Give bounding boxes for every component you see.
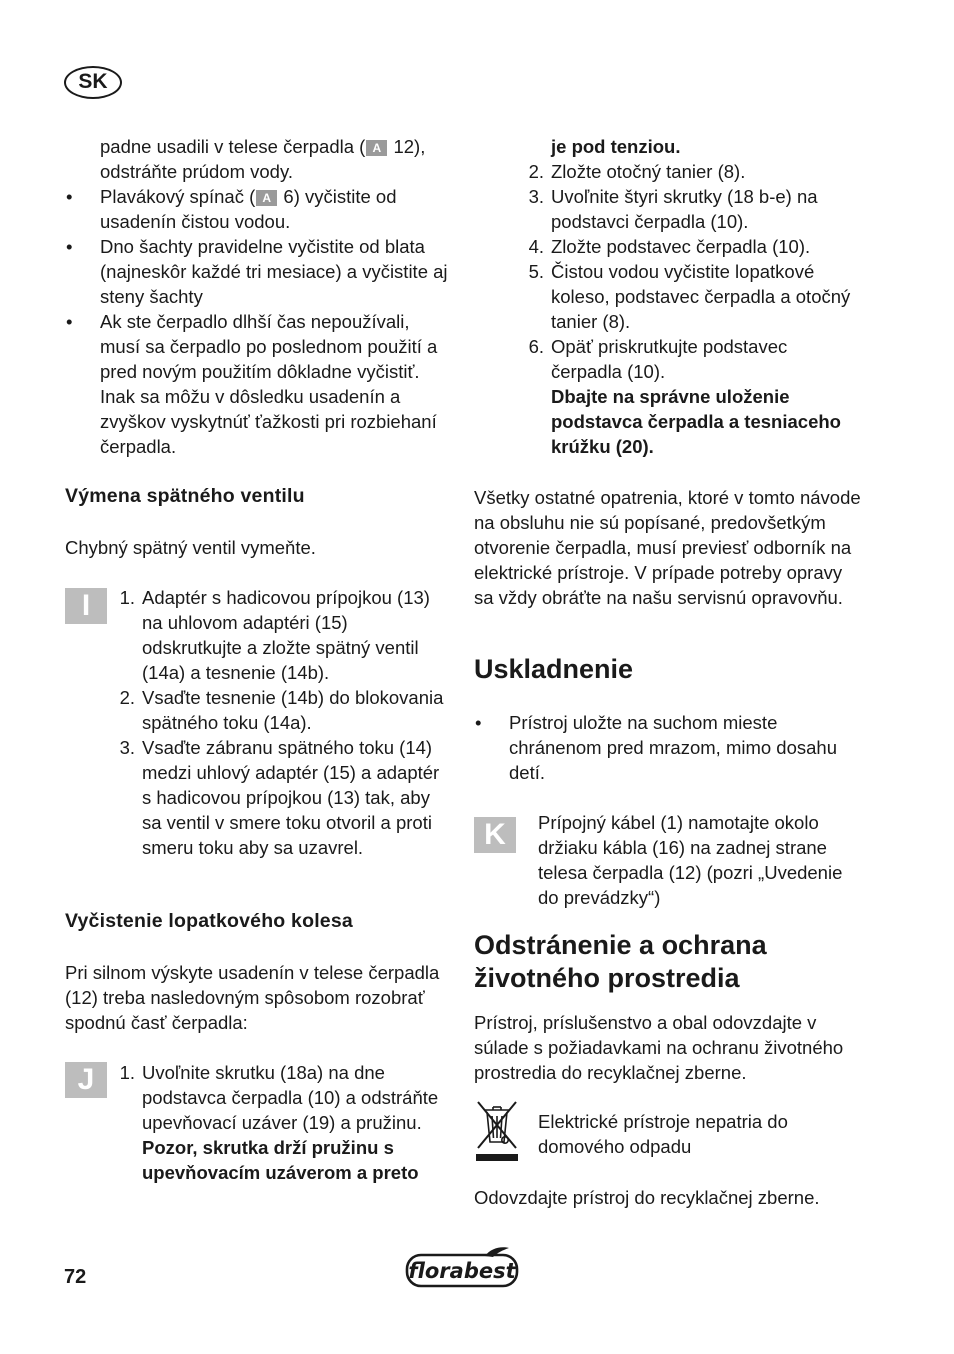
figure-ref-badge: A [366,140,387,156]
svg-text:florabest: florabest [408,1259,516,1283]
step-item: 1. Adaptér s hadicovou prípojkou (13) na uhlovom adaptéri (15) odskrutkujte a zložte spätný ventil (14a) a tesnenie (14b). [119,587,430,683]
step-item: 1. Uvoľnite skrutku (18a) na dne podstavca čerpadla (10) a odstráňte upevňovací uzáver (19) a pružinu. Pozor, skrutka drží pružinu s upevňovacím uzáverom a preto [119,1062,439,1183]
list-item: • Dno šachty pravidelne vyčistite od blata (najneskôr každé tri mesiace) a vyčistite aj steny šachty [65,234,450,309]
section-intro: Pri silnom výskyte usadenín v telese čerpadla (12) treba nasledovným spôsobom rozobrať spodnú časť čerpadla: [65,962,440,1033]
step-list [516,134,861,459]
paragraph: Prístroj, príslušenstvo a obal odovzdajte v súlade s požiadavkami na ochranu životného prostredia do recyklačnej zberne. [474,1012,844,1083]
step-note: Dbajte na správne uloženie podstavca čerpadla a tesniaceho krúžku (20). [551,386,841,457]
section-heading: Vyčistenie lopatkového kolesa [65,910,353,932]
figure-label-box: K [474,817,516,853]
list-item: • Ak ste čerpadlo dlhší čas nepoužívali, musí sa čerpadlo po poslednom použití a pred novým použitím dôkladne vyčistiť. Inak sa môžu v dôsledku usadenín a zvyškov vyskytnúť ťažkosti pri rozbiehaní čerpadla. [65,309,450,459]
paragraph: Všetky ostatné opatrenia, ktoré v tomto návode na obsluhu nie sú popísané, predovšetkým otvorenie čerpadla, musí previesť odborník na elektrické prístroje. V prípade potreby opravy sa vždy obráťte na našu servisnú opravovňu. [474,487,861,608]
step-list [107,1060,452,1185]
step-item: 6. Opäť priskrutkujte podstavec čerpadla (10). [528,336,788,382]
section-heading: Výmena spätného ventilu [65,485,305,507]
figure-label-box: J [65,1062,107,1098]
section-intro: Chybný spätný ventil vymeňte. [65,537,316,558]
section-title: Odstránenie a ochrana životného prostredia [474,930,767,993]
step-item: 5. Čistou vodou vyčistite lopatkové koleso, podstavec čerpadla a otočný tanier (8). [528,261,851,332]
figure-ref-badge: A [256,190,277,206]
page-number: 72 [64,1266,87,1288]
step-item: 2. Zložte otočný tanier (8). [528,161,746,182]
paragraph: Odovzdajte prístroj do recyklačnej zberne. [474,1187,820,1208]
figure-label-box: I [65,588,107,624]
step-list [107,585,452,860]
list-item: • Prístroj uložte na suchom mieste chránenom pred mrazom, mimo dosahu detí. [474,710,864,785]
section-title: Uskladnenie [474,654,634,684]
weee-caption: Elektrické prístroje nepatria do domového odpadu [538,1111,788,1157]
left-column [65,134,450,459]
step-item: 3. Vsaďte zábranu spätného toku (14) medzi uhlový adaptér (15) a adaptér s hadicovou prípojkou (13) tak, aby sa ventil v smere toku otvoril a proti smeru toku aby sa uzavrel. [119,737,440,858]
florabest-logo [405,1246,519,1288]
warning-continued: je pod tenziou. [551,136,681,157]
list-item: • Plavákový spínač ( A 6) vyčistite od usadenín čistou vodou. [65,184,450,234]
step-item: 2. Vsaďte tesnenie (14b) do blokovania spätného toku (14a). [119,687,444,733]
bullet-list [474,710,864,785]
step-item: 4. Zložte podstavec čerpadla (10). [528,236,811,257]
step-item: 3. Uvoľnite štyri skrutky (18 b-e) na podstavci čerpadla (10). [528,186,818,232]
crossed-out-bin-icon [474,1098,520,1162]
language-badge: SK [64,66,122,99]
warning-text: Pozor, skrutka drží pružinu s upevňovacím uzáverom a preto [142,1137,419,1183]
figure-caption: Prípojný kábel (1) namotajte okolo držiaku kábla (16) na zadnej strane telesa čerpadla (12) (pozri „Uvedenie do prevádzky“) [538,812,843,908]
list-item-continued: padne usadili v telese čerpadla ( A 12), odstráňte prúdom vody. [100,136,426,182]
